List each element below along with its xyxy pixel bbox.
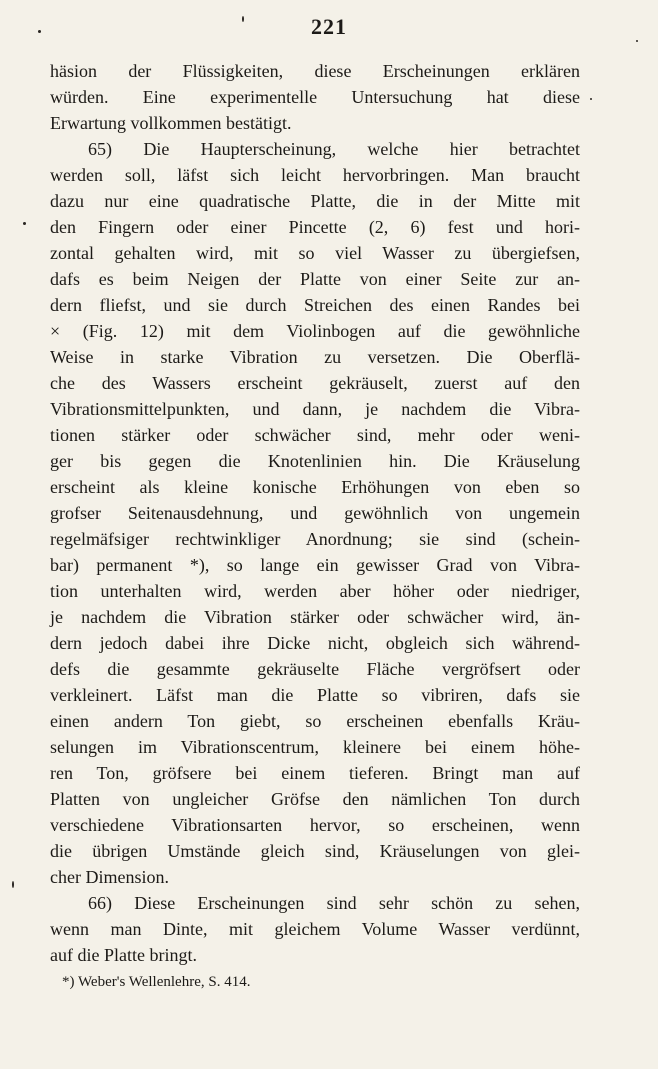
text-line: dafs es beim Neigen der Platte von einer Seite zur an- (50, 269, 580, 289)
print-speck (636, 40, 638, 42)
text-line: den Fingern oder einer Pincette (2, 6) fest und hori- (50, 217, 580, 237)
print-speck (23, 222, 26, 225)
text-line: × (Fig. 12) mit dem Violinbogen auf die gewöhnliche (50, 321, 580, 341)
text-line: regelmäfsiger rechtwinkliger Anordnung; sie sind (schein- (50, 529, 580, 549)
print-speck (12, 881, 14, 888)
text-line: Erwartung vollkommen bestätigt. (50, 113, 292, 133)
text-line: Vibrationsmittelpunkten, und dann, je nachdem die Vibra- (50, 399, 580, 419)
text-line: cher Dimension. (50, 867, 169, 887)
paragraph-66-start: 66) Diese Erscheinungen sind sehr schön zu sehen, (88, 893, 580, 913)
text-line: dazu nur eine quadratische Platte, die in der Mitte mit (50, 191, 580, 211)
text-line: wenn man Dinte, mit gleichem Volume Wasser verdünnt, (50, 919, 580, 939)
text-line: selungen im Vibrationscentrum, kleinere bei einem höhe- (50, 737, 580, 757)
text-line: auf die Platte bringt. (50, 945, 197, 965)
text-line: häsion der Flüssigkeiten, diese Erscheinungen erklären (50, 61, 580, 81)
text-line: erscheint als kleine konische Erhöhungen von eben so (50, 477, 580, 497)
footnote: *) Weber's Wellenlehre, S. 414. (62, 974, 251, 990)
text-line: einen andern Ton giebt, so erscheinen ebenfalls Kräu- (50, 711, 580, 731)
text-line: Platten von ungleicher Gröfse den nämlichen Ton durch (50, 789, 580, 809)
print-speck (242, 16, 244, 22)
text-line: dern jedoch dabei ihre Dicke nicht, obgleich sich während- (50, 633, 580, 653)
text-line: defs die gesammte gekräuselte Fläche vergröfsert oder (50, 659, 580, 679)
text-line: grofser Seitenausdehnung, und gewöhnlich von ungemein (50, 503, 580, 523)
paragraph-65-start: 65) Die Haupterscheinung, welche hier betrachtet (88, 139, 580, 159)
text-line: die übrigen Umstände gleich sind, Kräuselungen von glei- (50, 841, 580, 861)
text-line: ger bis gegen die Knotenlinien hin. Die Kräuselung (50, 451, 580, 471)
text-line: Weise in starke Vibration zu versetzen. Die Oberflä- (50, 347, 580, 367)
text-line: je nachdem die Vibration stärker oder schwächer wird, än- (50, 607, 580, 627)
text-line: zontal gehalten wird, mit so viel Wasser zu übergiefsen, (50, 243, 580, 263)
text-line: dern fliefst, und sie durch Streichen des einen Randes bei (50, 295, 580, 315)
print-speck (590, 98, 592, 100)
text-line: ren Ton, gröfsere bei einem tieferen. Bringt man auf (50, 763, 580, 783)
text-line: che des Wassers erscheint gekräuselt, zuerst auf den (50, 373, 580, 393)
text-line: verkleinert. Läfst man die Platte so vibriren, dafs sie (50, 685, 580, 705)
text-line: würden. Eine experimentelle Untersuchung hat diese (50, 87, 580, 107)
text-line: bar) permanent *), so lange ein gewisser Grad von Vibra- (50, 555, 580, 575)
text-line: tion unterhalten wird, werden aber höher oder niedriger, (50, 581, 580, 601)
text-line: verschiedene Vibrationsarten hervor, so erscheinen, wenn (50, 815, 580, 835)
page-number: 221 (311, 14, 347, 39)
text-line: tionen stärker oder schwächer sind, mehr oder weni- (50, 425, 580, 445)
text-line: werden soll, läfst sich leicht hervorbringen. Man braucht (50, 165, 580, 185)
body-text (50, 58, 580, 968)
print-speck (38, 30, 41, 33)
